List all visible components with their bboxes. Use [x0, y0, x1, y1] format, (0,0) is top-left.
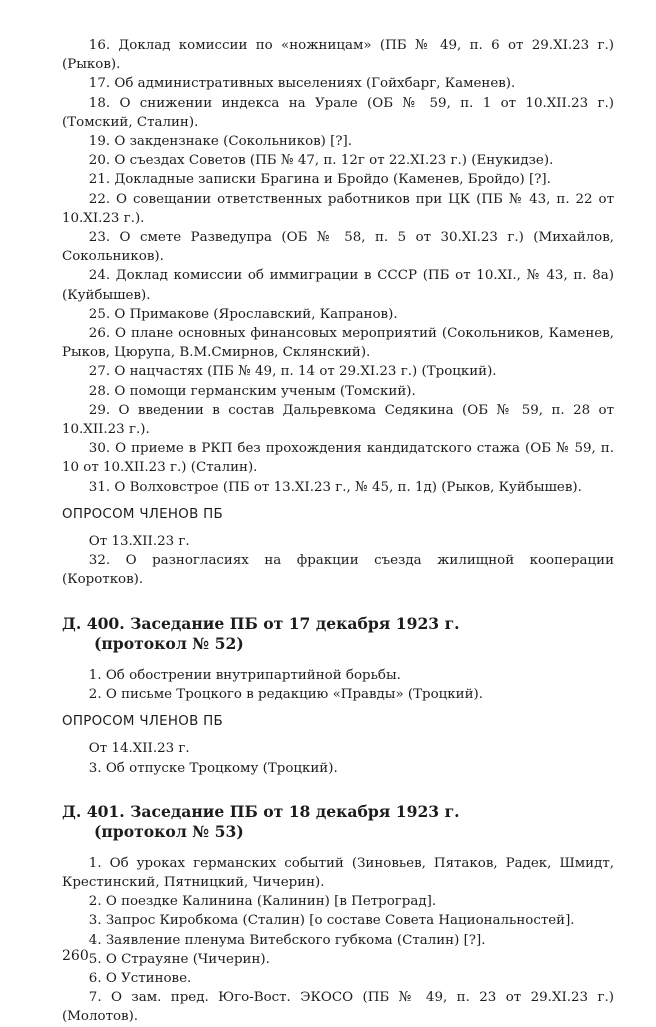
poll-heading: ОПРОСОМ ЧЛЕНОВ ПБ	[62, 714, 224, 730]
agenda-item: 24. Доклад комиссии об иммиграции в СССР (ПБ от 10.XI., № 43, п. 8а) (Куйбышев).	[62, 268, 614, 303]
agenda-item: 2. О письме Троцкого в редакцию «Правды» (Троцкий).	[88, 686, 483, 702]
agenda-item: 30. О приеме в РКП без прохождения кандидатского стажа (ОБ № 59, п. 10 от 10.XII.23 г.) (Сталин).	[62, 441, 614, 476]
document-page	[62, 36, 614, 1027]
page-number: 260	[62, 948, 89, 964]
agenda-item: 23. О смете Разведупра (ОБ № 58, п. 5 от 30.XI.23 г.) (Михайлов, Сокольников).	[62, 230, 614, 265]
protocol-number: (протокол № 53)	[94, 821, 244, 841]
protocol-number: (протокол № 52)	[94, 633, 244, 653]
agenda-item: 16. Доклад комиссии по «ножницам» (ПБ № 49, п. 6 от 29.XI.23 г.) (Рыков).	[62, 38, 614, 73]
document-title: Д. 400. Заседание ПБ от 17 декабря 1923 г.	[62, 613, 460, 633]
agenda-item: 18. О снижении индекса на Урале (ОБ № 59, п. 1 от 10.XII.23 г.) (Томский, Сталин).	[62, 95, 614, 130]
poll-heading: ОПРОСОМ ЧЛЕНОВ ПБ	[62, 506, 224, 522]
poll-date: От 13.XII.23 г.	[88, 534, 190, 550]
agenda-item: 27. О нацчастях (ПБ № 49, п. 14 от 29.XI.23 г.) (Троцкий).	[88, 364, 497, 380]
agenda-item: 7. О зам. пред. Юго-Вост. ЭКОСО (ПБ № 49, п. 23 от 29.XI.23 г.) (Молотов).	[62, 990, 614, 1025]
agenda-item: 3. Об отпуске Троцкому (Троцкий).	[88, 760, 338, 776]
agenda-item: 20. О съездах Советов (ПБ № 47, п. 12г от 22.XI.23 г.) (Енукидзе).	[88, 153, 554, 169]
agenda-item: 2. О поездке Калинина (Калинин) [в Петроград].	[88, 894, 437, 910]
agenda-item: 19. О закдензнаке (Сокольников) [?].	[88, 134, 353, 150]
agenda-item: 21. Докладные записки Брагина и Бройдо (Каменев, Бройдо) [?].	[88, 172, 551, 188]
agenda-item: 6. О Устинове.	[88, 970, 192, 986]
agenda-item: 25. О Примакове (Ярославский, Капранов).	[88, 306, 398, 322]
agenda-item: 3. Запрос Киробкома (Сталин) [о составе Совета Национальностей].	[88, 913, 575, 929]
agenda-item: 26. О плане основных финансовых мероприятий (Сокольников, Каменев, Рыков, Цюрупа, В.М.Смирнов, Склянский).	[62, 326, 614, 361]
agenda-item: 1. Об уроках германских событий (Зиновьев, Пятаков, Радек, Шмидт, Крестинский, Пятницкий, Чичерин).	[62, 855, 614, 890]
poll-date: От 14.XII.23 г.	[88, 741, 190, 757]
agenda-item: 28. О помощи германским ученым (Томский).	[88, 383, 416, 399]
agenda-item: 22. О совещании ответственных работников при ЦК (ПБ № 43, п. 22 от 10.XI.23 г.).	[62, 191, 614, 226]
agenda-item: 31. О Волховстрое (ПБ от 13.XI.23 г., № 45, п. 1д) (Рыков, Куйбышев).	[88, 479, 582, 495]
agenda-list-top	[62, 36, 614, 497]
agenda-item: 5. О Страуяне (Чичерин).	[88, 951, 270, 967]
agenda-item: 17. Об административных выселениях (Гойхбарг, Каменев).	[88, 76, 516, 92]
agenda-item: 1. Об обострении внутрипартийной борьбы.	[88, 667, 401, 683]
document-title: Д. 401. Заседание ПБ от 18 декабря 1923 г.	[62, 801, 460, 821]
agenda-item: 29. О введении в состав Дальревкома Седякина (ОБ № 59, п. 28 от 10.XII.23 г.).	[62, 402, 614, 438]
agenda-item: 32. О разногласиях на фракции съезда жилищной кооперации (Коротков).	[62, 553, 614, 588]
agenda-item: 4. Заявление пленума Витебского губкома (Сталин) [?].	[88, 932, 486, 948]
document-heading-400	[62, 614, 614, 654]
document-heading-401	[62, 802, 614, 842]
